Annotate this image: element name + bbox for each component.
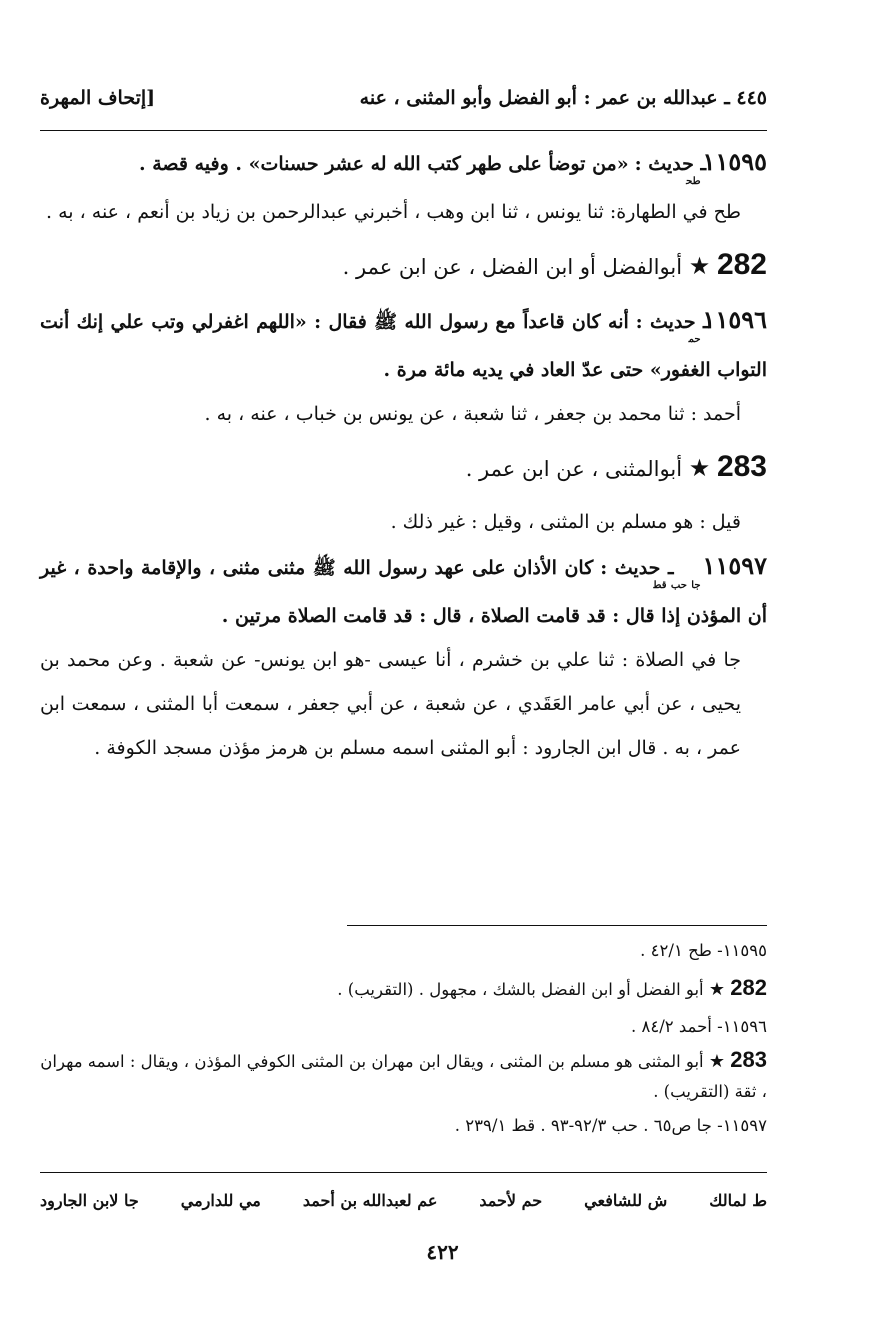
hadith-number: ١١٥٩٧ xyxy=(702,551,767,580)
book-title: [إتحاف المهرة xyxy=(40,87,156,109)
footnote-text: أبو المثنى هو مسلم بن المثنى ، ويقال ابن مهران بن المثنى الكوفي المؤذن ، ويقال : اسمه مهران ، ثقة (التقريب) . xyxy=(40,1052,767,1101)
hadith-number: ١١٥٩٥ xyxy=(702,147,767,176)
star-icon: ★ xyxy=(688,454,711,482)
page-header xyxy=(40,78,767,118)
hadith-text: كان الأذان على عهد رسول الله ﷺ مثنى مثنى ، والإقامة واحدة ، غير أن المؤذن إذا قال : قد قامت الصلاة ، قال : قد قامت الصلاة مرتين . xyxy=(40,557,767,627)
hadith-label: ـ حديث : xyxy=(635,311,709,333)
abbreviations-rule xyxy=(40,1172,767,1173)
hadith-label: ـ حديث : xyxy=(600,557,674,579)
narrator-number: 282 xyxy=(716,248,767,281)
footnote-text: أبو الفضل أو ابن الفضل بالشك ، مجهول . (التقريب) . xyxy=(337,980,704,999)
footnote-number: 282 xyxy=(730,975,767,1000)
abbreviation-item: جا لابن الجارود xyxy=(40,1190,139,1210)
footnote-282 xyxy=(40,969,767,1008)
star-icon: ★ xyxy=(708,1051,726,1072)
hadith-11595 xyxy=(40,140,767,190)
running-title: ٤٤٥ ـ عبدالله بن عمر : أبو الفضل وأبو المثنى ، عنه xyxy=(359,87,767,109)
hadith-11595-source: طح في الطهارة: ثنا يونس ، ثنا ابن وهب ، أخبرني عبدالرحمن بن زياد بن أنعم ، عنه ، به . xyxy=(46,201,741,223)
header-rule xyxy=(40,130,767,131)
narrator-282 xyxy=(40,236,767,296)
source-code: جا حب قط xyxy=(653,580,701,591)
hadith-label: ـ حديث : xyxy=(634,153,707,175)
footnote-11597: ١١٥٩٧- جا ص٦٥ . حب ٩٢/٣-٩٣ . قط ٢٣٩/١ . xyxy=(454,1116,767,1135)
source-code: حم xyxy=(688,334,701,345)
hadith-number: ١١٥٩٦ xyxy=(702,305,767,334)
hadith-text: «من توضأ على طهر كتب الله له عشر حسنات» . وفيه قصة . xyxy=(138,153,629,175)
narrator-text: أبوالمثنى ، عن ابن عمر . xyxy=(465,457,683,481)
hadith-11597 xyxy=(40,544,767,638)
star-icon: ★ xyxy=(688,252,711,280)
hadith-11596 xyxy=(40,298,767,392)
narrator-283 xyxy=(40,438,767,498)
footnotes xyxy=(40,932,767,1144)
footnote-283 xyxy=(40,1045,767,1107)
narrator-283-note: قيل : هو مسلم بن المثنى ، وقيل : غير ذلك . xyxy=(390,511,741,533)
footnote-rule xyxy=(347,925,767,926)
hadith-11597-source: جا في الصلاة : ثنا علي بن خشرم ، أنا عيسى -هو ابن يونس- عن شعبة . وعن محمد بن يحيى ، عن أبي عامر العَقَدي ، عن شعبة ، عن أبي جعفر ، سمعت أبا المثنى ، سمعت ابن عمر ، به . قال ابن الجارود : أبو المثنى اسمه مسلم بن هرمز مؤذن مسجد الكوفة . xyxy=(40,649,741,759)
narrator-number: 283 xyxy=(716,450,767,483)
footnote-11595: ١١٥٩٥- طح ٤٢/١ . xyxy=(640,941,767,960)
abbreviation-item: حم لأحمد xyxy=(479,1190,543,1210)
narrator-text: أبوالفضل أو ابن الفضل ، عن ابن عمر . xyxy=(342,255,683,279)
abbreviation-item: ط لمالك xyxy=(709,1190,767,1210)
footnote-11596: ١١٥٩٦- أحمد ٨٤/٢ . xyxy=(630,1017,767,1036)
main-text xyxy=(40,140,767,770)
hadith-11596-source: أحمد : ثنا محمد بن جعفر ، ثنا شعبة ، عن يونس بن خباب ، عنه ، به . xyxy=(204,403,741,425)
abbreviations-key xyxy=(40,1180,767,1220)
abbreviation-item: مي للدارمي xyxy=(180,1190,261,1210)
abbreviation-item: ش للشافعي xyxy=(584,1190,668,1210)
hadith-text: أنه كان قاعداً مع رسول الله ﷺ فقال : «اللهم اغفرلي وتب علي إنك أنت التواب الغفور» حتى عدّ العاد في يديه مائة مرة . xyxy=(40,311,767,381)
page-number: ٤٢٢ xyxy=(426,1240,459,1264)
star-icon: ★ xyxy=(708,979,726,1000)
abbreviation-item: عم لعبدالله بن أحمد xyxy=(302,1190,438,1210)
source-code: طح xyxy=(686,176,701,187)
footnote-number: 283 xyxy=(730,1047,767,1072)
